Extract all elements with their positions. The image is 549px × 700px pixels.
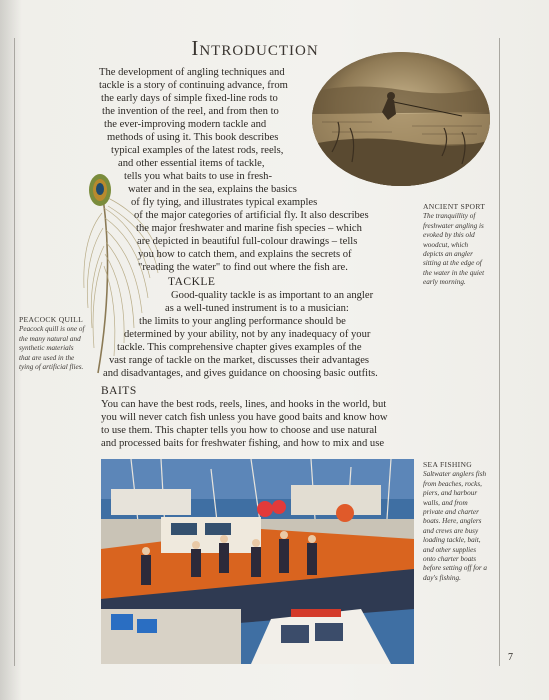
caption-line: day's fishing.	[423, 573, 461, 582]
caption-line: before setting off for a	[423, 564, 488, 573]
caption-line: piers, and harbour	[423, 489, 478, 498]
tackle-line: as a well-tuned instrument is to a musician:	[165, 303, 349, 314]
left-margin-rule	[14, 38, 15, 666]
caption-line: the many natural and	[19, 334, 81, 343]
caption-line: onto charter boats	[423, 555, 477, 564]
caption-line: sitting at the edge of	[423, 259, 482, 268]
caption-title: PEACOCK QUILL	[19, 315, 84, 324]
caption-line: synthetic materials	[19, 344, 74, 353]
intro-line: of the major categories of artificial fly. It also describes	[134, 210, 369, 221]
caption-line: the water in the quiet	[423, 268, 485, 277]
intro-line: tells you what baits to use in fresh-	[124, 171, 272, 182]
intro-line: are depicted in beautiful full-colour drawings – tells	[137, 236, 358, 247]
caption-peacock-quill	[19, 315, 97, 372]
tackle-line: Good-quality tackle is as important to an angler	[171, 290, 374, 301]
baits-line: You can have the best rods, reels, lines, and hooks in the world, but	[101, 399, 387, 410]
caption-line: Peacock quill is one of	[19, 325, 85, 334]
intro-line: water and in the sea, explains the basics	[128, 184, 297, 195]
tackle-line: the limits to your angling performance should be	[139, 316, 346, 327]
intro-line: of fly tying, and illustrates typical examples	[131, 197, 318, 208]
caption-sea-fishing	[423, 460, 499, 583]
caption-line: and other supplies	[423, 545, 477, 554]
tackle-line: vast range of tackle on the market, discusses their advantages	[109, 355, 370, 366]
angler-woodcut-image	[312, 52, 490, 186]
caption-line: tying of artificial flies.	[19, 363, 84, 372]
intro-line: the ever-improving modern tackle and	[104, 119, 267, 130]
right-margin-rule	[499, 38, 500, 666]
caption-line: boats. Here, anglers	[423, 517, 482, 526]
tackle-line: determined by your ability, not by any inadequacy of your	[124, 329, 371, 340]
tackle-line: tackle. This comprehensive chapter gives examples of the	[117, 342, 362, 353]
caption-line: loading tackle, bait,	[423, 536, 481, 545]
caption-title: SEA FISHING	[423, 460, 473, 469]
caption-line: woodcut, which	[423, 240, 469, 249]
caption-title: ANCIENT SPORT	[423, 202, 486, 211]
caption-ancient-sport	[423, 202, 499, 288]
caption-line: freshwater angling is	[423, 221, 484, 230]
caption-line: and crews are busy	[423, 526, 479, 535]
caption-line: early morning.	[423, 278, 466, 287]
intro-line: you how to catch them, and explains the secrets of	[138, 249, 352, 260]
tackle-line: and disadvantages, and gives guidance on choosing basic outfits.	[103, 368, 378, 379]
caption-line: private and charter	[423, 508, 479, 517]
intro-line: tackle is a story of continuing advance, from	[99, 80, 288, 91]
caption-line: walls, and from	[423, 498, 468, 507]
harbour-boats-photo	[101, 459, 414, 664]
intro-line: methods of using it. This book describes	[107, 132, 279, 143]
intro-line: "reading the water" to find out where the fish are.	[138, 262, 348, 273]
intro-line: the invention of the reel, and from then to	[102, 106, 279, 117]
tackle-heading: TACKLE	[168, 276, 216, 288]
intro-line: and other essential items of tackle,	[118, 158, 265, 169]
intro-line: the early days of simple fixed-line rods to	[101, 93, 278, 104]
intro-line: The development of angling techniques and	[99, 67, 285, 78]
baits-heading: BAITS	[101, 385, 137, 397]
caption-line: from beaches, rocks,	[423, 479, 482, 488]
baits-line: and processed baits for freshwater fishing, and how to mix and use	[101, 438, 385, 449]
caption-line: Saltwater anglers fish	[423, 470, 487, 479]
intro-line: the major freshwater and marine fish species – which	[136, 223, 362, 234]
caption-line: depicts an angler	[423, 250, 473, 259]
page-number: 7	[508, 652, 513, 663]
caption-line: The tranquillity of	[423, 212, 476, 221]
intro-line: typical examples of the latest rods, reels,	[111, 145, 284, 156]
caption-line: evoked by this old	[423, 231, 475, 240]
page-title: Introduction	[191, 36, 319, 60]
caption-line: that are used in the	[19, 353, 75, 362]
baits-line: you will never catch fish unless you have good baits and know how	[101, 412, 388, 423]
baits-line: to use them. This chapter tells you how to choose and use natural	[101, 425, 378, 436]
